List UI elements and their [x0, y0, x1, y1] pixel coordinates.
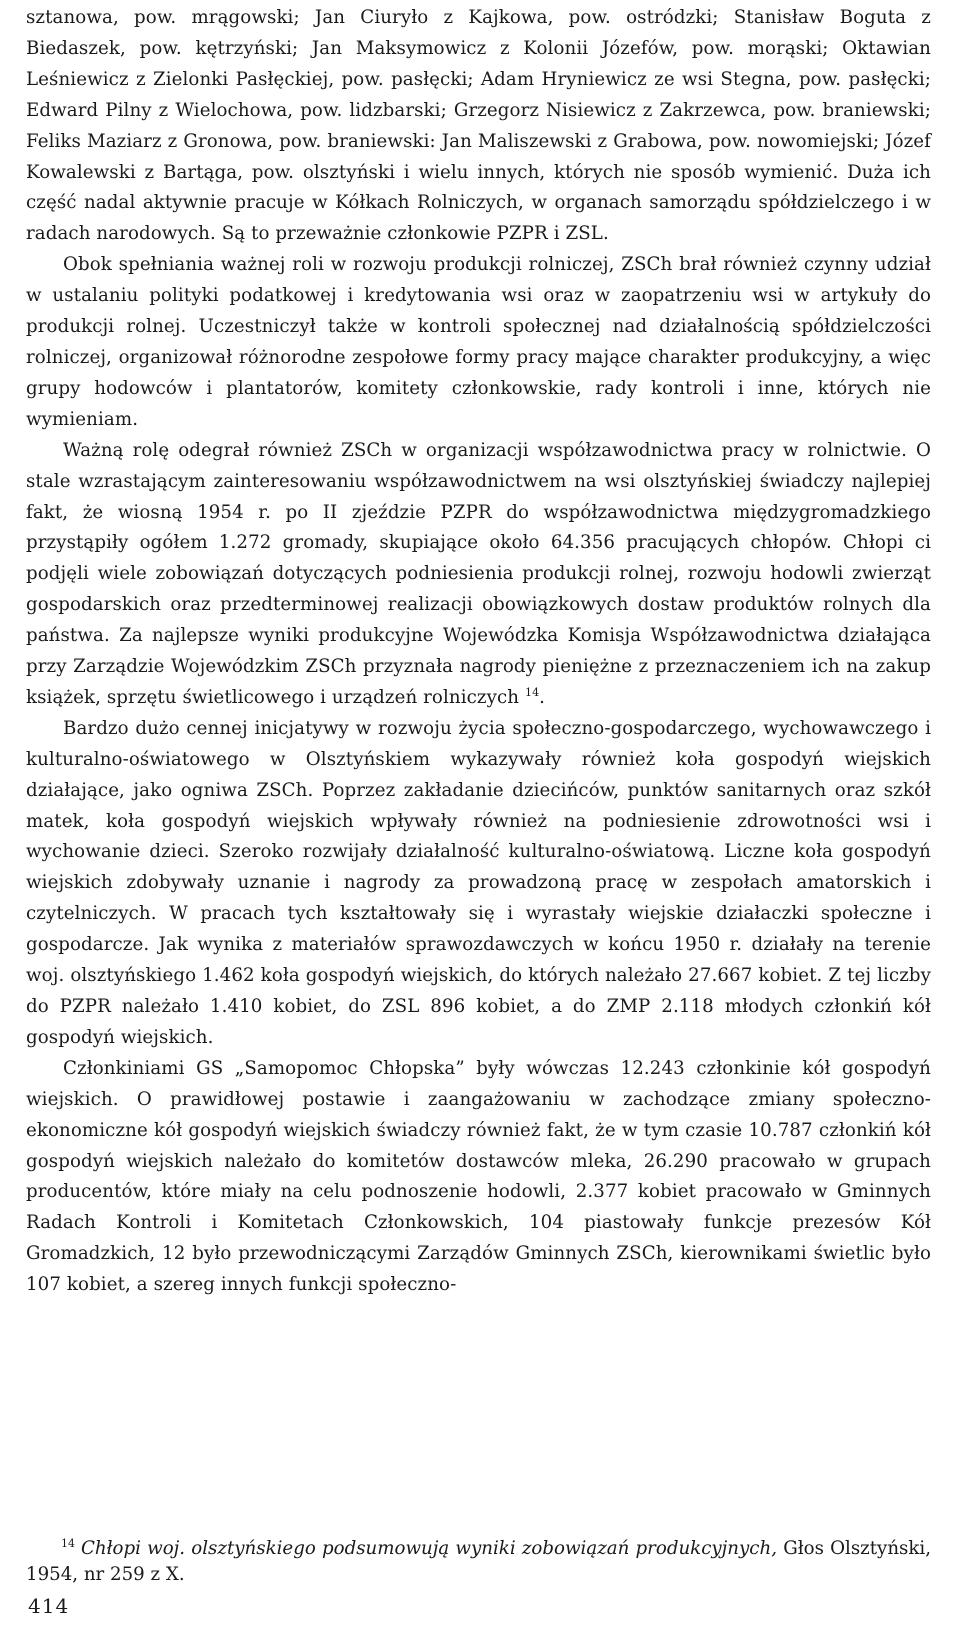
paragraph-1: sztanowa, pow. mrągowski; Jan Ciuryło z Kajkowa, pow. ostródzki; Stanisław Boguta z Biedaszek, pow. kętrzyński; Jan Maksymowicz z Kolonii Józefów, pow. morąski; Oktawian Leśniewicz z Zielonki Pasłęckiej, pow. pasłęcki; Adam Hryniewicz ze wsi Stegna, pow. pasłęcki; Edward Pilny z Wielochowa, pow. lidzbarski; Grzegorz Nisiewicz z Zakrzewca, pow. braniewski; Feliks Maziarz z Gronowa, pow. braniewski: Jan Maliszewski z Grabowa, pow. nowomiejski; Józef Kowalewski z Bartąga, pow. olsztyński i wielu innych, których nie sposób wymienić. Duża ich część nadal aktywnie pracuje w Kółkach Rolniczych, w organach samorządu spółdzielczego i w radach narodowych. Są to przeważnie członkowie PZPR i ZSL. — [26, 7, 931, 245]
footnote-source: Głos Olsztyński, 1954, nr 259 z X. — [26, 1538, 931, 1585]
paragraph-3-end: . — [539, 686, 546, 708]
footnote-number: 14 — [61, 1537, 75, 1550]
page-number: 414 — [28, 1594, 70, 1618]
paragraph-4: Bardzo dużo cennej inicjatywy w rozwoju życia społeczno-gospodarczego, wychowawczego i kulturalno-oświatowego w Olsztyńskiem wykazywały również koła gospodyń wiejskich działające, jako ogniwa ZSCh. Poprzez zakładanie dziecińców, punktów sanitarnych oraz szkół matek, koła gospodyń wiejskich wpływały również na podniesienie zdrowotności wsi i wychowanie dzieci. Szeroko rozwijały działalność kulturalno-oświatową. Liczne koła gospodyń wiejskich zdobywały uznanie i nagrody za prowadzoną pracę w zespołach amatorskich i czytelniczych. W pracach tych kształtowały się i wyrastały wiejskie działaczki społeczne i gospodarcze. Jak wynika z materiałów sprawozdawczych w końcu 1950 r. działały na terenie woj. olsztyńskiego 1.462 koła gospodyń wiejskich, do których należało 27.667 kobiet. Z tej liczby do PZPR należało 1.410 kobiet, do ZSL 896 kobiet, a do ZMP 2.118 młodych członkiń kół gospodyń wiejskich. — [26, 717, 931, 1048]
footnote-title: Chłopi woj. olsztyńskiego podsumowują wyniki zobowiązań produkcyjnych, — [81, 1538, 777, 1559]
paragraph-3 — [26, 436, 931, 714]
footnote-reference[interactable]: 14 — [524, 685, 540, 699]
paragraph-5: Członkiniami GS „Samopomoc Chłopska” były wówczas 12.243 członkinie kół gospodyń wiejskich. O prawidłowej postawie i zaangażowaniu w zachodzące zmiany społeczno-ekonomiczne kół gospodyń wiejskich świadczy również fakt, że w tym czasie 10.787 członkiń kół gospodyń wiejskich należało do komitetów dostawców mleka, 26.290 pracowało w grupach producentów, które miały na celu podnoszenie hodowli, 2.377 kobiet pracowało w Gminnych Radach Kontroli i Komitetach Członkowskich, 104 piastowały funkcje prezesów Kół Gromadzkich, 12 było przewodniczącymi Zarządów Gminnych ZSCh, kierownikami świetlic było 107 kobiet, a szereg innych funkcji społeczno- — [26, 1057, 931, 1296]
footnote — [26, 1531, 931, 1588]
paragraph-3-text: Ważną rolę odegrał również ZSCh w organizacji współzawodnictwa pracy w rolnictwie. O stale wzrastającym zainteresowaniu współzawodnictwem na wsi olsztyńskiej świadczy najlepiej fakt, że wiosną 1954 r. po II zjeździe PZPR do współzawodnictwa międzygromadzkiego przystąpiły ogółem 1.272 gromady, skupiające około 64.356 pracujących chłopów. Chłopi ci podjęli wiele zobowiązań dotyczących podniesienia produkcji rolnej, rozwoju hodowli zwierząt gospodarskich oraz przedterminowej realizacji obowiązkowych dostaw produktów rolnych dla państwa. Za najlepsze wyniki produkcyjne Wojewódzka Komisja Współzawodnictwa działająca przy Zarządzie Wojewódzkim ZSCh przyznała nagrody pieniężne z przeznaczeniem ich na zakup książek, sprzętu świetlicowego i urządzeń rolniczych — [26, 439, 931, 708]
body-text — [26, 3, 931, 1301]
paragraph-2: Obok spełniania ważnej roli w rozwoju produkcji rolniczej, ZSCh brał również czynny udział w ustalaniu polityki podatkowej i kredytowania wsi oraz w zaopatrzeniu wsi w artykuły do produkcji rolnej. Uczestniczył także w kontroli społecznej nad działalnością spółdzielczości rolniczej, organizował różnorodne zespołowe formy pracy mające charakter produkcyjny, a więc grupy hodowców i plantatorów, komitety członkowskie, rady kontroli i inne, których nie wymieniam. — [26, 254, 931, 430]
